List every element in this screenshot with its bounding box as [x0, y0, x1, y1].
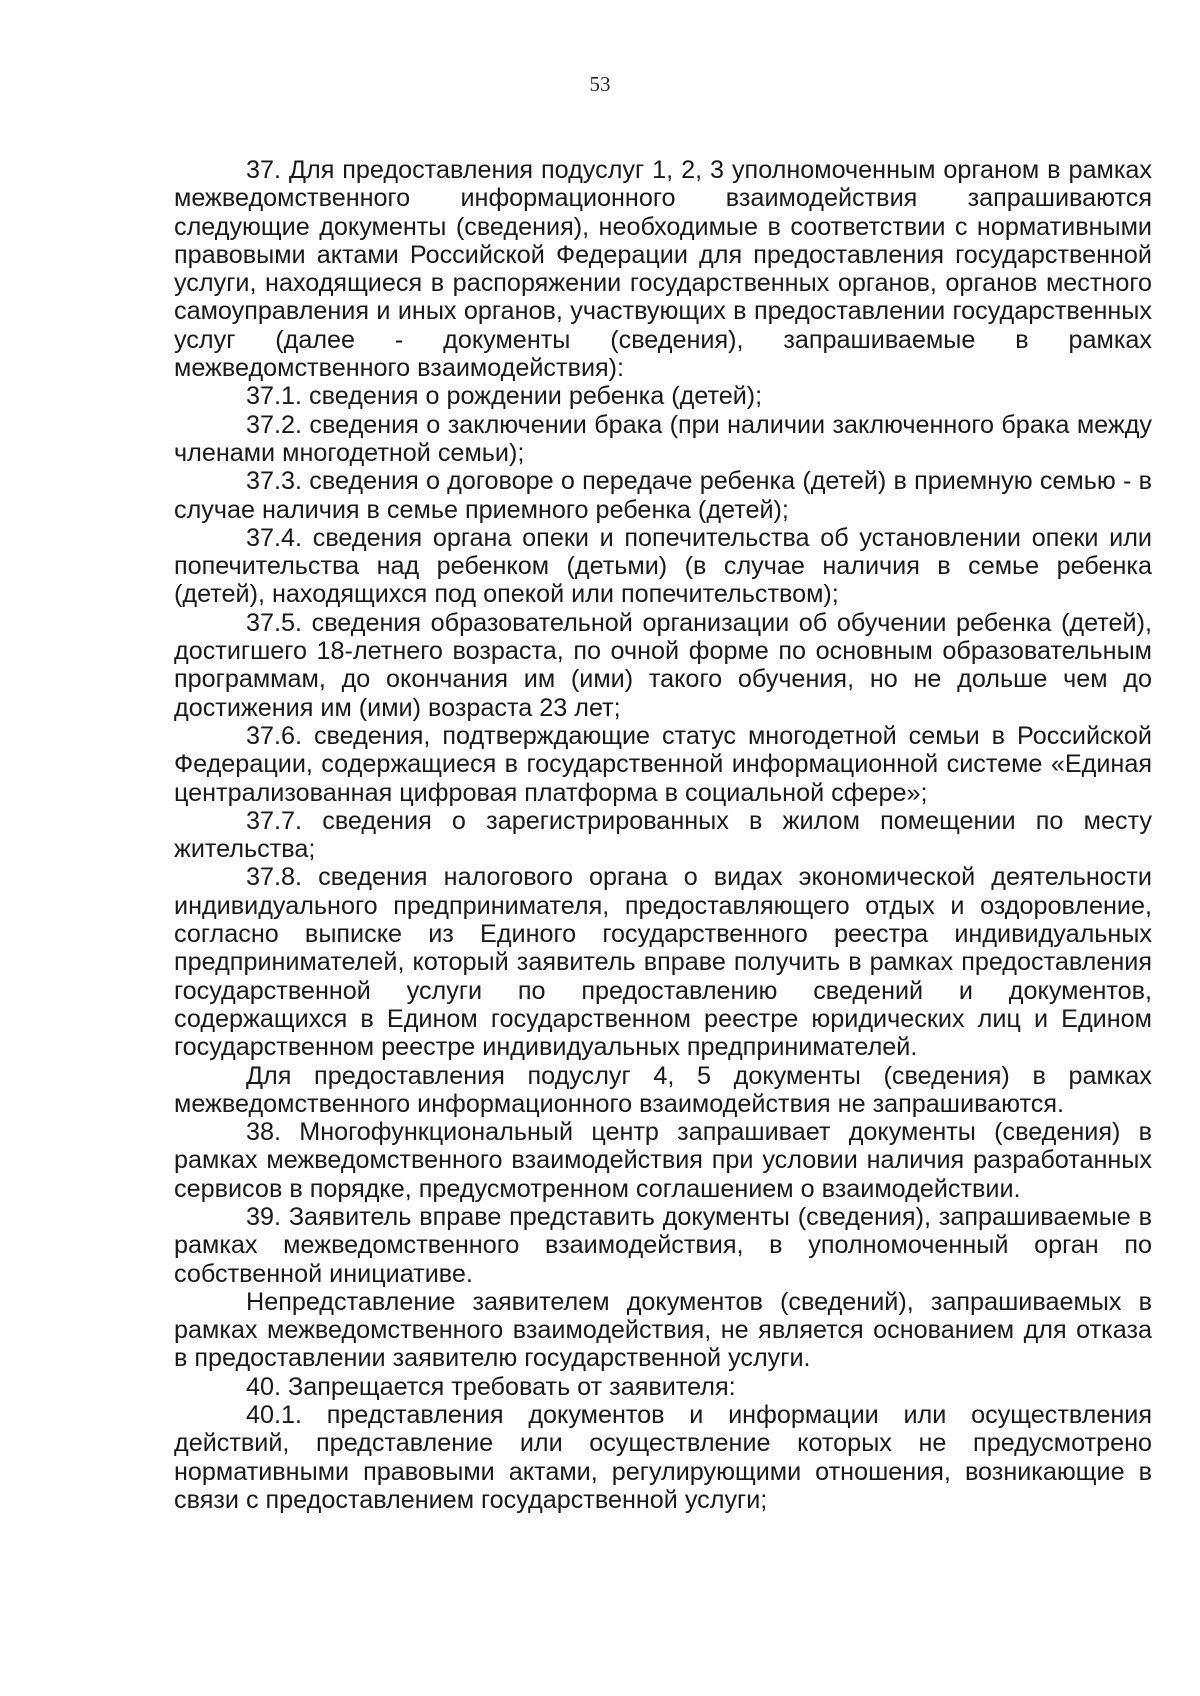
paragraph-37-1: 37.1. сведения о рождении ребенка (детей);	[246, 382, 763, 411]
paragraph-37-3: 37.3. сведения о договоре о передаче ребенка (детей) в приемную семью - в случае наличия в семье приемного ребенка (детей);	[174, 467, 1152, 524]
paragraph-37: 37. Для предоставления подуслуг 1, 2, 3 уполномоченным органом в рамках межведомственного информационного взаимодействия запрашиваются следующие документы (сведения), необходимые в соответствии с нормативными правовыми актами Российской Федерации для предоставления государственной услуги, находящиеся в распоряжении государственных органов, органов местного самоуправления и иных органов, участвующих в предоставлении государственных услуг (далее - документы (сведения), запрашиваемые в рамках межведомственного взаимодействия):	[174, 156, 1152, 383]
paragraph-37-7: 37.7. сведения о зарегистрированных в жилом помещении по месту жительства;	[174, 806, 1152, 864]
paragraph-37-6: 37.6. сведения, подтверждающие статус многодетной семьи в Российской Федерации, содержащиеся в государственной информационной системе «Единая централизованная цифровая платформа в социальной сфере»;	[174, 721, 1152, 807]
paragraph-38: 38. Многофункциональный центр запрашивает документы (сведения) в рамках межведомственного взаимодействия при условии наличия разработанных сервисов в порядке, предусмотренном соглашением о взаимодействии.	[174, 1118, 1152, 1203]
paragraph-subservices-4-5: Для предоставления подуслуг 4, 5 документы (сведения) в рамках межведомственного информационного взаимодействия не запрашиваются.	[174, 1061, 1152, 1118]
paragraph-40: 40. Запрещается требовать от заявителя:	[246, 1372, 736, 1401]
paragraph-37-4: 37.4. сведения органа опеки и попечительства об установлении опеки или попечительства над ребенком (детьми) (в случае наличия в семье ребенка (детей), находящихся под опекой или попечительством);	[174, 523, 1152, 609]
document-body	[174, 156, 1152, 1514]
paragraph-non-submission: Непредставление заявителем документов (сведений), запрашиваемых в рамках межведомственного взаимодействия, не является основанием для отказа в предоставлении заявителю государственной услуги.	[174, 1287, 1152, 1373]
paragraph-40-1: 40.1. представления документов и информации или осуществления действий, представление или осуществление которых не предусмотрено нормативными правовыми актами, регулирующими отношения, возникающие в связи с предоставлением государственной услуги;	[174, 1401, 1152, 1514]
page-number: 53	[589, 72, 611, 96]
paragraph-37-5: 37.5. сведения образовательной организации об обучении ребенка (детей), достигшего 18-летнего возраста, по очной форме по основным образовательным программам, до окончания им (ими) такого обучения, но не дольше чем до достижения им (ими) возраста 23 лет;	[174, 608, 1152, 722]
paragraph-37-8: 37.8. сведения налогового органа о видах экономической деятельности индивидуального предпринимателя, предоставляющего отдых и оздоровление, согласно выписке из Единого государственного реестра индивидуальных предпринимателей, который заявитель вправе получить в рамках предоставления государственной услуги по предоставлению сведений и документов, содержащихся в Едином государственном реестре юридических лиц и Едином государственном реестре индивидуальных предпринимателей.	[174, 863, 1152, 1062]
paragraph-37-2: 37.2. сведения о заключении брака (при наличии заключенного брака между членами многодетной семьи);	[174, 410, 1152, 467]
paragraph-39: 39. Заявитель вправе представить документы (сведения), запрашиваемые в рамках межведомственного взаимодействия, в уполномоченный орган по собственной инициативе.	[174, 1202, 1152, 1288]
